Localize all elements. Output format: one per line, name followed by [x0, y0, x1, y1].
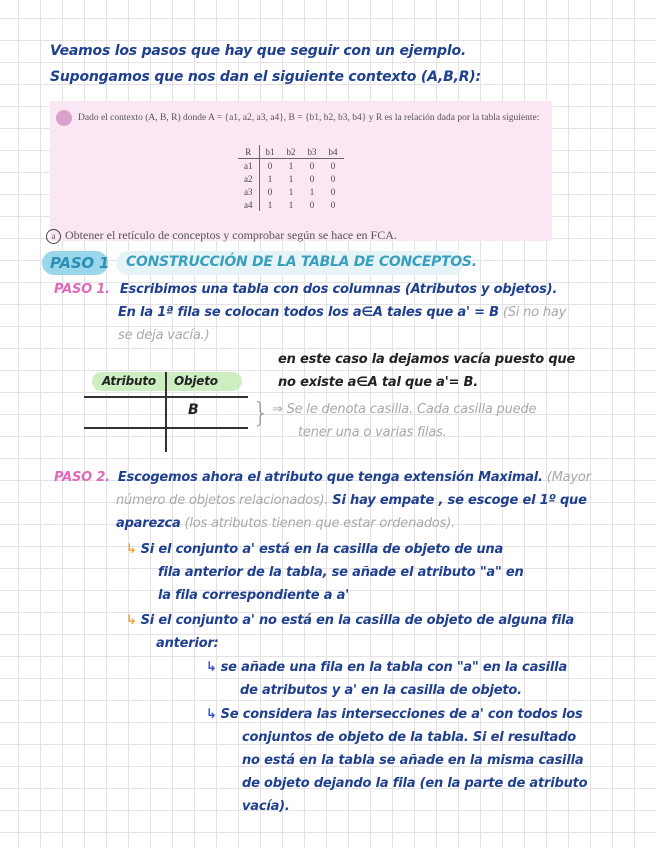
paso2-line2: Si hay empate , se escoge el 1º que — [332, 493, 587, 508]
table-row — [238, 185, 344, 198]
sub-bullet-2-line5: vacía). — [242, 799, 290, 814]
sub-bullet-1-line1: se añade una fila en la tabla con "a" en la casilla — [220, 660, 568, 675]
note-line-2: no existe a∈A tal que a'= B. — [278, 375, 478, 390]
table-cell: a3 — [238, 185, 259, 198]
table-cell: 0 — [330, 186, 336, 197]
arrow-right-icon: ↳ — [206, 660, 217, 675]
sub-bullet-1 — [206, 656, 567, 679]
table-cell: 1 — [288, 186, 294, 197]
table-cell: 0 — [309, 160, 315, 171]
table-cell: 1 — [267, 199, 273, 210]
paso1-line3: se deja vacía.) — [118, 328, 210, 343]
bullet-1-line2: fila anterior de la tabla, se añade el atributo "a" en — [158, 565, 524, 580]
brace-note-2: tener una o varias filas. — [298, 425, 447, 440]
table-cell: 0 — [330, 173, 336, 184]
table-cell: a1 — [238, 159, 259, 173]
paso2-line3: aparezca — [116, 516, 181, 531]
table-cell: 0 — [309, 199, 315, 210]
relation-table — [238, 145, 344, 211]
table-row — [238, 172, 344, 185]
section-title: CONSTRUCCIÓN DE LA TABLA DE CONCEPTOS. — [126, 254, 477, 270]
intro-text — [50, 38, 610, 90]
intro-line-2: Supongamos que nos dan el siguiente contexto (A,B,R): — [50, 69, 481, 85]
concept-table-cell-b: B — [188, 402, 199, 418]
exercise-text: Dado el contexto (A, B, R) donde A = {a1, a2, a3, a4}, B = {b1, b2, b3, b4} y R es la relación dada por la tabla siguiente: — [78, 113, 540, 124]
bullet-1 — [126, 538, 503, 561]
paso1-line2-gray: (Si no hay — [502, 305, 567, 320]
brace-icon: } — [252, 396, 270, 429]
paso1-label: PASO 1. — [54, 282, 110, 297]
paso1-line2-wrap — [118, 301, 566, 324]
table-cell: b2 — [281, 145, 302, 159]
concept-table-divider — [165, 372, 167, 452]
table-cell: 1 — [288, 160, 294, 171]
table-cell: a2 — [238, 172, 259, 185]
exercise-part-a — [46, 228, 397, 244]
brace-note-1: ⇒ Se le denota casilla. Cada casilla puede — [272, 402, 537, 417]
bullet-2 — [126, 609, 574, 632]
paso2-line2-wrap — [116, 489, 587, 512]
exercise-number-badge — [56, 110, 72, 126]
arrow-right-icon: ↳ — [206, 707, 217, 722]
table-cell: 0 — [309, 173, 315, 184]
bullet-1-line1: Si el conjunto a' está en la casilla de objeto de una — [140, 542, 504, 557]
table-cell: R — [238, 145, 259, 159]
table-cell: b4 — [323, 145, 344, 159]
paso1-step — [54, 278, 557, 301]
paso2-line3-wrap — [116, 512, 455, 535]
part-a-text: Obtener el retículo de conceptos y comprobar según se hace en FCA. — [65, 228, 397, 242]
table-row — [238, 159, 344, 173]
table-cell: b3 — [302, 145, 323, 159]
table-cell: 1 — [267, 173, 273, 184]
bullet-1-line3: la fila correspondiente a a' — [158, 588, 349, 603]
paso1-line2: En la 1ª fila se colocan todos los a∈A tales que a' = B — [118, 305, 499, 320]
paso2-line3-gray: (los atributos tienen que estar ordenados). — [184, 516, 456, 531]
exercise-statement — [56, 110, 546, 126]
table-cell: b1 — [259, 145, 281, 159]
paso2-step — [54, 466, 591, 489]
paso2-line1: Escogemos ahora el atributo que tenga extensión Maximal. — [117, 470, 543, 485]
arrow-right-icon: ↳ — [126, 613, 137, 628]
table-row — [238, 145, 344, 159]
sub-bullet-2-line2: conjuntos de objeto de la tabla. Si el resultado — [242, 730, 576, 745]
table-cell: 1 — [288, 173, 294, 184]
paso1-badge: PASO 1 — [50, 254, 110, 272]
table-cell: 0 — [267, 186, 273, 197]
table-cell: 1 — [288, 199, 294, 210]
part-a-marker: a — [46, 229, 61, 244]
paso2-line1-gray: (Mayor — [546, 470, 591, 485]
sub-bullet-1-line2: de atributos y a' en la casilla de objeto. — [240, 683, 522, 698]
paso2-label: PASO 2. — [54, 470, 110, 485]
table-cell: 0 — [330, 199, 336, 210]
intro-line-1: Veamos los pasos que hay que seguir con un ejemplo. — [50, 43, 467, 59]
concept-table-header-atributo: Atributo — [102, 374, 156, 388]
table-cell: 0 — [330, 160, 336, 171]
sub-bullet-2 — [206, 703, 583, 726]
sub-bullet-2-line4: de objeto dejando la fila (en la parte de atributo — [242, 776, 588, 791]
table-cell: a4 — [238, 198, 259, 211]
table-cell: 0 — [267, 160, 273, 171]
note-line-1: en este caso la dejamos vacía puesto que — [278, 352, 576, 367]
bullet-2-line2: anterior: — [156, 636, 219, 651]
table-cell: 1 — [309, 186, 315, 197]
table-row — [238, 198, 344, 211]
concept-table-header-objeto: Objeto — [174, 374, 218, 388]
sub-bullet-2-line3: no está en la tabla se añade en la misma casilla — [242, 753, 584, 768]
paso1-line1: Escribimos una tabla con dos columnas (Atributos y objetos). — [119, 282, 558, 297]
sub-bullet-2-line1: Se considera las intersecciones de a' con todos los — [220, 707, 583, 722]
paso2-line2-gray: número de objetos relacionados). — [116, 493, 329, 508]
bullet-2-line1: Si el conjunto a' no está en la casilla de objeto de alguna fila — [140, 613, 574, 628]
arrow-right-icon: ↳ — [126, 542, 137, 557]
